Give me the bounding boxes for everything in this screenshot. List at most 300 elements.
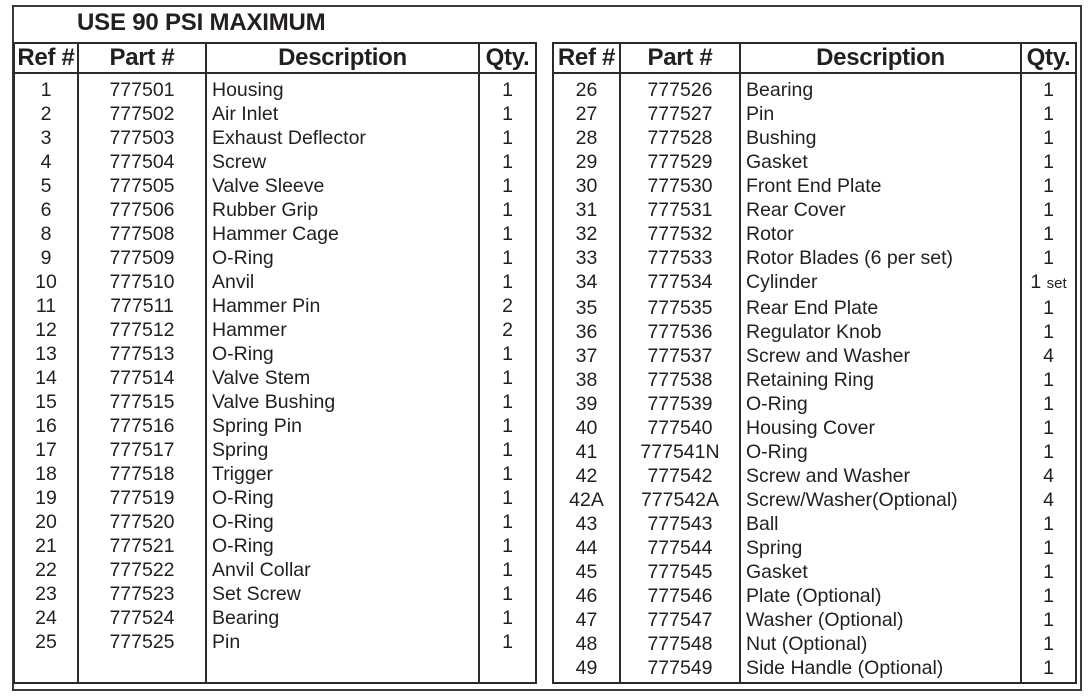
description-cell	[206, 222, 479, 246]
description-cell	[206, 294, 479, 318]
part-number-cell	[620, 488, 740, 512]
description-cell-text: Plate (Optional)	[746, 585, 882, 607]
ref-cell-text: 9	[40, 247, 52, 269]
qty-cell	[1021, 536, 1076, 560]
table-header-row	[553, 43, 1076, 73]
part-number-cell	[78, 462, 206, 486]
empty-cell	[1021, 680, 1076, 683]
ref-cell	[553, 560, 620, 584]
part-number-cell-text: 777530	[647, 175, 713, 197]
qty-cell-text: 1	[1043, 151, 1054, 173]
description-cell	[206, 318, 479, 342]
description-cell	[206, 270, 479, 294]
table-row	[14, 630, 536, 654]
ref-cell	[14, 174, 78, 198]
part-number-cell-text: 777512	[109, 319, 175, 341]
table-row	[553, 608, 1076, 632]
part-number-cell-text: 777514	[109, 367, 175, 389]
ref-cell-text: 35	[575, 297, 598, 319]
table-row	[14, 462, 536, 486]
ref-cell-text: 18	[35, 463, 57, 485]
qty-cell-text: 1	[1043, 175, 1054, 197]
table-row	[553, 536, 1076, 560]
qty-cell-text: 1	[1043, 513, 1054, 535]
part-number-cell-text: 777503	[109, 127, 175, 149]
description-cell	[206, 198, 479, 222]
ref-cell-text: 33	[575, 247, 598, 269]
ref-cell	[14, 366, 78, 390]
part-number-cell	[620, 536, 740, 560]
empty-cell	[553, 680, 620, 683]
part-number-cell-text: 777501	[109, 79, 175, 101]
table-row	[553, 270, 1076, 296]
ref-cell	[553, 320, 620, 344]
table-row	[553, 344, 1076, 368]
qty-cell-text: 1	[1043, 297, 1054, 319]
ref-cell-text: 17	[35, 439, 57, 461]
qty-cell	[479, 582, 536, 606]
description-cell-text: Screw and Washer	[746, 345, 911, 367]
ref-cell-text: 11	[35, 295, 57, 317]
empty-cell	[78, 654, 206, 683]
table-row	[553, 320, 1076, 344]
description-cell-text: Valve Stem	[212, 367, 311, 389]
description-cell-text: Spring	[212, 439, 269, 461]
ref-cell	[14, 246, 78, 270]
ref-cell-text: 28	[575, 127, 598, 149]
table-row	[553, 392, 1076, 416]
qty-cell	[1021, 656, 1076, 680]
description-cell	[206, 606, 479, 630]
description-cell-text: Rotor Blades (6 per set)	[746, 247, 954, 269]
table-row	[14, 486, 536, 510]
description-cell	[206, 126, 479, 150]
qty-cell-text: 1	[1043, 609, 1054, 631]
ref-cell	[553, 512, 620, 536]
ref-cell	[14, 102, 78, 126]
description-cell	[740, 416, 1021, 440]
ref-cell	[14, 390, 78, 414]
description-cell	[740, 126, 1021, 150]
table-row	[553, 198, 1076, 222]
ref-cell	[14, 294, 78, 318]
description-cell	[740, 296, 1021, 320]
description-cell-text: Housing	[212, 79, 284, 101]
part-number-cell-text: 777520	[109, 511, 175, 533]
description-cell	[206, 462, 479, 486]
table-row	[553, 440, 1076, 464]
qty-cell	[1021, 320, 1076, 344]
qty-cell-text: 1	[1043, 103, 1054, 125]
ref-cell-text: 40	[575, 417, 598, 439]
part-number-cell	[78, 174, 206, 198]
empty-cell	[740, 680, 1021, 683]
description-cell	[740, 488, 1021, 512]
qty-cell-text: 1	[1030, 271, 1042, 293]
qty-cell	[1021, 198, 1076, 222]
qty-cell	[1021, 488, 1076, 512]
part-number-cell-text: 777548	[647, 633, 713, 655]
description-cell-text: Pin	[212, 631, 241, 653]
description-cell-text: O-Ring	[212, 511, 274, 533]
qty-cell-text: 1	[1043, 393, 1054, 415]
description-cell-text: Spring Pin	[212, 415, 302, 437]
qty-cell-text: 1	[502, 199, 513, 221]
description-cell-text: Side Handle (Optional)	[746, 657, 944, 679]
part-number-cell-text: 777542A	[640, 489, 720, 511]
part-number-cell-text: 777541N	[640, 441, 720, 463]
description-cell-text: Screw and Washer	[746, 465, 911, 487]
ref-cell-text: 31	[575, 199, 598, 221]
part-number-cell-text: 777532	[647, 223, 713, 245]
ref-cell-text: 4	[40, 151, 52, 173]
qty-cell-text: 1	[1043, 441, 1054, 463]
qty-cell	[479, 246, 536, 270]
qty-cell-text: 1	[502, 415, 513, 437]
ref-cell-text: 6	[40, 199, 52, 221]
ref-cell-text: 32	[575, 223, 598, 245]
part-number-cell-text: 777518	[109, 463, 175, 485]
part-number-cell	[78, 102, 206, 126]
part-number-cell-text: 777522	[109, 559, 175, 581]
part-number-cell	[78, 582, 206, 606]
part-number-cell	[78, 558, 206, 582]
part-number-cell-text: 777506	[109, 199, 175, 221]
part-number-cell-text: 777516	[109, 415, 175, 437]
qty-cell	[1021, 464, 1076, 488]
qty-cell	[479, 342, 536, 366]
qty-cell-text: 1	[502, 583, 513, 605]
qty-cell-text: 1	[1043, 369, 1054, 391]
part-number-cell-text: 777529	[647, 151, 713, 173]
description-cell-text: Gasket	[746, 151, 808, 173]
part-number-cell-text: 777540	[647, 417, 713, 439]
qty-unit-text: set	[1046, 275, 1067, 292]
table-row	[553, 656, 1076, 680]
part-number-cell-text: 777546	[647, 585, 713, 607]
part-number-cell-text: 777543	[647, 513, 713, 535]
ref-cell	[553, 416, 620, 440]
part-number-cell-text: 777536	[647, 321, 713, 343]
qty-cell	[1021, 584, 1076, 608]
column-header-qty: Qty.	[1021, 43, 1076, 73]
part-number-cell	[620, 150, 740, 174]
ref-cell-text: 22	[35, 559, 57, 581]
part-number-cell	[620, 608, 740, 632]
ref-cell	[553, 222, 620, 246]
qty-cell-text: 1	[1043, 79, 1054, 101]
description-cell	[206, 558, 479, 582]
description-cell	[740, 608, 1021, 632]
description-cell-text: Cylinder	[746, 271, 818, 293]
ref-cell-text: 48	[575, 633, 598, 655]
ref-cell-text: 8	[40, 223, 52, 245]
qty-cell-text: 1	[502, 487, 513, 509]
qty-cell	[479, 198, 536, 222]
part-number-cell	[620, 344, 740, 368]
part-number-cell-text: 777535	[647, 297, 713, 319]
part-number-cell	[78, 222, 206, 246]
part-number-cell-text: 777533	[647, 247, 713, 269]
description-cell	[206, 174, 479, 198]
description-cell	[740, 368, 1021, 392]
table-row	[14, 174, 536, 198]
column-header-description: Description	[206, 43, 479, 73]
part-number-cell	[620, 73, 740, 102]
description-cell	[740, 174, 1021, 198]
ref-cell-text: 44	[575, 537, 598, 559]
description-cell-text: Bearing	[212, 607, 280, 629]
part-number-cell-text: 777523	[109, 583, 175, 605]
description-cell-text: Air Inlet	[212, 103, 279, 125]
ref-cell-text: 23	[35, 583, 57, 605]
table-row	[553, 222, 1076, 246]
column-header-part: Part #	[78, 43, 206, 73]
table-row	[14, 294, 536, 318]
ref-cell	[553, 608, 620, 632]
qty-cell-text: 1	[502, 511, 513, 533]
qty-cell	[1021, 512, 1076, 536]
part-number-cell	[620, 246, 740, 270]
table-filler-row	[14, 654, 536, 683]
table-row	[553, 368, 1076, 392]
ref-cell-text: 13	[35, 343, 57, 365]
description-cell	[206, 390, 479, 414]
part-number-cell	[620, 584, 740, 608]
qty-cell-text: 1	[502, 607, 513, 629]
qty-cell	[479, 510, 536, 534]
qty-cell	[479, 366, 536, 390]
description-cell-text: Front End Plate	[746, 175, 882, 197]
description-cell-text: Bearing	[746, 79, 814, 101]
qty-cell-text: 1	[1043, 537, 1054, 559]
ref-cell	[553, 632, 620, 656]
qty-cell-text: 1	[502, 79, 513, 101]
table-row	[553, 560, 1076, 584]
description-cell	[206, 73, 479, 102]
ref-cell	[14, 150, 78, 174]
description-cell	[740, 536, 1021, 560]
part-number-cell	[620, 416, 740, 440]
column-header-ref: Ref #	[14, 43, 78, 73]
ref-cell	[553, 296, 620, 320]
part-number-cell-text: 777534	[647, 271, 713, 293]
table-row	[14, 150, 536, 174]
qty-cell-text: 1	[1043, 127, 1054, 149]
ref-cell	[553, 126, 620, 150]
part-number-cell-text: 777549	[647, 657, 713, 679]
description-cell-text: Bushing	[746, 127, 817, 149]
ref-cell-text: 42A	[569, 489, 604, 511]
ref-cell-text: 20	[35, 511, 57, 533]
ref-cell-text: 14	[35, 367, 57, 389]
table-row	[14, 198, 536, 222]
description-cell-text: O-Ring	[746, 441, 808, 463]
table-row	[14, 414, 536, 438]
qty-cell-text: 1	[1043, 417, 1054, 439]
ref-cell	[14, 414, 78, 438]
description-cell-text: Screw/Washer(Optional)	[746, 489, 958, 511]
ref-cell	[14, 486, 78, 510]
description-cell-text: O-Ring	[212, 343, 274, 365]
description-cell-text: Nut (Optional)	[746, 633, 868, 655]
ref-cell-text: 38	[575, 369, 598, 391]
description-cell	[740, 632, 1021, 656]
ref-cell-text: 30	[575, 175, 598, 197]
qty-cell	[1021, 344, 1076, 368]
table-row	[553, 174, 1076, 198]
description-cell	[740, 222, 1021, 246]
part-number-cell	[78, 486, 206, 510]
part-number-cell-text: 777539	[647, 393, 713, 415]
empty-cell	[206, 654, 479, 683]
table-filler-row	[553, 680, 1076, 683]
part-number-cell	[78, 534, 206, 558]
description-cell	[740, 560, 1021, 584]
ref-cell	[553, 488, 620, 512]
qty-cell	[479, 73, 536, 102]
part-number-cell	[620, 102, 740, 126]
qty-cell	[479, 534, 536, 558]
table-row	[553, 246, 1076, 270]
description-cell-text: O-Ring	[212, 487, 274, 509]
ref-cell	[14, 534, 78, 558]
ref-cell	[14, 438, 78, 462]
description-cell	[206, 438, 479, 462]
qty-cell-text: 1	[502, 559, 513, 581]
part-number-cell-text: 777547	[647, 609, 713, 631]
table-row	[14, 390, 536, 414]
qty-cell	[479, 630, 536, 654]
ref-cell-text: 15	[35, 391, 57, 413]
ref-cell	[553, 344, 620, 368]
table-row	[553, 416, 1076, 440]
part-number-cell-text: 777524	[109, 607, 175, 629]
qty-cell	[1021, 102, 1076, 126]
qty-cell	[1021, 440, 1076, 464]
column-header-part: Part #	[620, 43, 740, 73]
part-number-cell-text: 777510	[109, 271, 175, 293]
qty-cell-text: 4	[1043, 465, 1054, 487]
qty-cell	[479, 606, 536, 630]
part-number-cell	[78, 414, 206, 438]
ref-cell-text: 41	[575, 441, 598, 463]
table-row	[14, 582, 536, 606]
qty-cell-text: 1	[502, 439, 513, 461]
description-cell	[740, 512, 1021, 536]
qty-cell	[1021, 608, 1076, 632]
part-number-cell	[78, 126, 206, 150]
description-cell-text: Anvil	[212, 271, 255, 293]
description-cell	[740, 270, 1021, 296]
description-cell	[206, 150, 479, 174]
qty-cell	[1021, 126, 1076, 150]
description-cell-text: Screw	[212, 151, 267, 173]
part-number-cell-text: 777504	[109, 151, 175, 173]
table-row	[14, 366, 536, 390]
description-cell	[740, 440, 1021, 464]
ref-cell-text: 5	[40, 175, 52, 197]
qty-cell-text: 2	[502, 319, 513, 341]
ref-cell	[14, 342, 78, 366]
description-cell-text: Anvil Collar	[212, 559, 311, 581]
part-number-cell	[78, 73, 206, 102]
part-number-cell	[620, 174, 740, 198]
ref-cell-text: 24	[35, 607, 57, 629]
ref-cell	[14, 582, 78, 606]
part-number-cell-text: 777511	[110, 295, 174, 317]
ref-cell	[14, 73, 78, 102]
part-number-cell-text: 777526	[647, 79, 713, 101]
description-cell	[740, 102, 1021, 126]
description-cell	[740, 656, 1021, 680]
ref-cell	[14, 462, 78, 486]
description-cell	[206, 366, 479, 390]
qty-cell-text: 4	[1043, 345, 1054, 367]
parts-table-left	[13, 42, 537, 684]
qty-cell-text: 1	[502, 367, 513, 389]
description-cell	[740, 464, 1021, 488]
qty-cell-text: 1	[502, 391, 513, 413]
table-row	[14, 102, 536, 126]
ref-cell-text: 1	[40, 79, 52, 101]
qty-cell	[1021, 150, 1076, 174]
column-header-ref: Ref #	[553, 43, 620, 73]
qty-cell-text: 1	[502, 103, 513, 125]
description-cell-text: Trigger	[212, 463, 274, 485]
table-row	[14, 438, 536, 462]
ref-cell	[14, 198, 78, 222]
part-number-cell-text: 777502	[109, 103, 175, 125]
table-row	[14, 510, 536, 534]
description-cell-text: Gasket	[746, 561, 808, 583]
qty-cell	[1021, 174, 1076, 198]
qty-cell	[1021, 416, 1076, 440]
part-number-cell	[620, 296, 740, 320]
ref-cell	[14, 270, 78, 294]
pressure-warning-title: USE 90 PSI MAXIMUM	[77, 9, 326, 36]
parts-table-right	[552, 42, 1077, 684]
part-number-cell	[620, 632, 740, 656]
qty-cell	[1021, 392, 1076, 416]
qty-cell-text: 1	[1043, 585, 1054, 607]
qty-cell	[1021, 296, 1076, 320]
part-number-cell	[78, 270, 206, 294]
ref-cell-text: 2	[40, 103, 52, 125]
table-row	[14, 534, 536, 558]
description-cell-text: Hammer Cage	[212, 223, 339, 245]
description-cell-text: Retaining Ring	[746, 369, 874, 391]
part-number-cell	[78, 246, 206, 270]
table-row	[553, 632, 1076, 656]
part-number-cell	[78, 438, 206, 462]
ref-cell	[14, 510, 78, 534]
part-number-cell	[78, 510, 206, 534]
description-cell	[206, 510, 479, 534]
table-row	[553, 73, 1076, 102]
qty-cell-text: 1	[502, 151, 513, 173]
ref-cell	[553, 150, 620, 174]
ref-cell-text: 42	[575, 465, 598, 487]
table-row	[14, 558, 536, 582]
ref-cell	[553, 392, 620, 416]
qty-cell	[1021, 270, 1076, 296]
ref-cell-text: 3	[40, 127, 52, 149]
part-number-cell	[78, 150, 206, 174]
part-number-cell	[78, 606, 206, 630]
ref-cell	[14, 630, 78, 654]
description-cell-text: Regulator Knob	[746, 321, 882, 343]
